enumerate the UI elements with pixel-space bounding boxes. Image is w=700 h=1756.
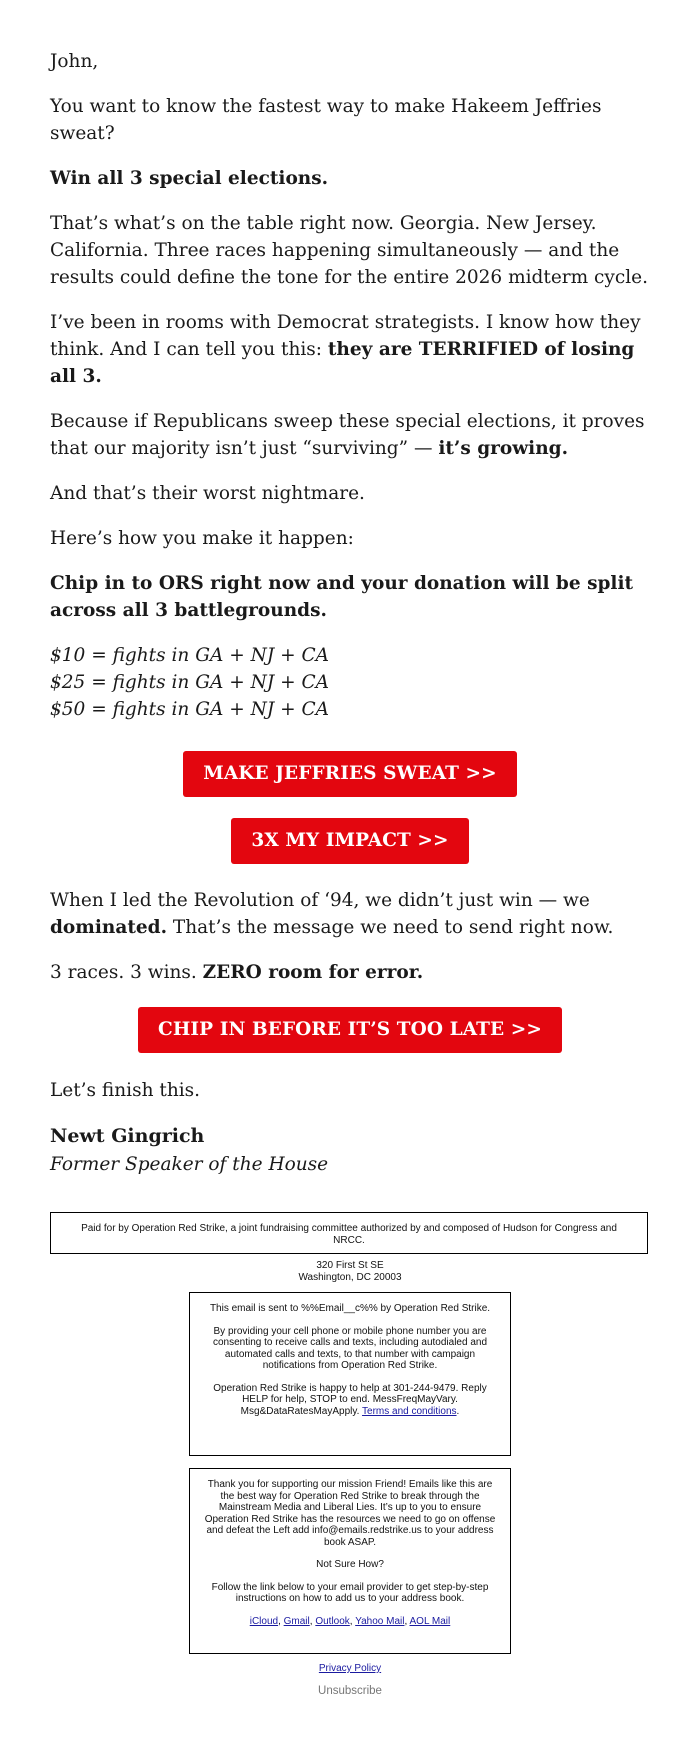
win-all-headline: Win all 3 special elections. [50,168,329,189]
sweep-emphasis: it’s growing. [438,438,569,459]
address-line: 320 First St SE [316,1260,384,1271]
separator: , [309,1615,316,1627]
races-text: 3 races. 3 wins. [50,962,203,983]
privacy-policy-link[interactable]: Privacy Policy [318,1663,382,1674]
revolution-text: When I led the Revolution of ‘94, we didn’t just win — we [50,890,590,911]
races-paragraph [50,959,650,986]
chip-in-headline: Chip in to ORS right now and your donation will be split across all 3 battlegrounds. [50,573,634,621]
help-text-body: Operation Red Strike is happy to help at 301-244-9479. Reply HELP for help, STOP to end. MessFreqMayVary. Msg&DataRatesMayApply. [213,1382,487,1417]
gmail-link[interactable]: Gmail [283,1615,310,1627]
amount-line: $25 = fights in GA + NJ + CA [50,672,329,693]
revolution-text-end: That’s the message we need to send right now. [167,917,614,938]
cta-row [50,818,650,864]
terms-link[interactable]: Terms and conditions [362,1405,457,1417]
paid-for-text: Paid for by Operation Red Strike, a joint fundraising committee authorized by and composed of Hudson for Congress and NRCC. [81,1223,617,1246]
table-paragraph: That’s what’s on the table right now. Georgia. New Jersey. California. Three races happening simultaneously — and the results could define the tone for the entire 2026 midterm cycle. [50,213,648,288]
consent-text: By providing your cell phone or mobile phone number you are consenting to receive calls and texts, including autodialed and automated calls and texts, to that number with campaign notifications from Operation Red Strike. [212,1325,488,1371]
revolution-emphasis: dominated. [50,917,168,938]
hook-paragraph: You want to know the fastest way to make Hakeem Jeffries sweat? [50,96,602,144]
aol-mail-link[interactable]: AOL Mail [409,1615,451,1627]
mailing-address [0,1260,700,1283]
separator: , [278,1615,284,1627]
provider-links [204,1616,496,1628]
chip-in-before-late-button[interactable]: CHIP IN BEFORE IT’S TOO LATE >> [138,1007,562,1053]
help-text [204,1383,496,1418]
address-book-box [189,1468,511,1654]
privacy-row [0,1663,700,1675]
cta-row [50,751,650,797]
nightmare-paragraph: And that’s their worst nightmare. [50,483,365,504]
sweep-text: Because if Republicans sweep these special elections, it proves that our majority isn’t just “surviving” — [50,411,645,459]
sms-consent-box [189,1292,511,1456]
email-body [50,48,650,1178]
signature-title: Former Speaker of the House [50,1154,329,1175]
yahoo-mail-link[interactable]: Yahoo Mail [355,1615,405,1627]
signature-name: Newt Gingrich [50,1125,205,1147]
follow-text: Follow the link below to your email provider to get step-by-step instructions on how to add us to your address book. [211,1581,489,1604]
sent-to-text: This email is sent to %%Email__c%% by Operation Red Strike. [209,1303,491,1314]
finish-paragraph: Let’s finish this. [50,1080,201,1101]
donation-amounts [50,642,650,723]
revolution-paragraph [50,887,650,941]
rooms-paragraph [50,309,650,390]
rooms-emphasis: they are TERRIFIED of losing all 3. [50,339,635,387]
triple-impact-button[interactable]: 3X MY IMPACT >> [231,818,468,864]
unsubscribe-link[interactable]: Unsubscribe [318,1685,382,1697]
make-jeffries-sweat-button[interactable]: MAKE JEFFRIES SWEAT >> [183,751,517,797]
how-paragraph: Here’s how you make it happen: [50,528,354,549]
outlook-link[interactable]: Outlook [315,1615,350,1627]
separator: , [404,1615,410,1627]
paid-for-disclaimer [50,1212,648,1254]
races-emphasis: ZERO room for error. [202,962,424,983]
rooms-text: I’ve been in rooms with Democrat strategists. I know how they think. And I can tell you this: [50,312,641,360]
icloud-link[interactable]: iCloud [249,1615,279,1627]
separator: , [349,1615,356,1627]
greeting: John, [50,51,99,72]
amount-line: $50 = fights in GA + NJ + CA [50,699,329,720]
sweep-paragraph [50,408,650,462]
amount-line: $10 = fights in GA + NJ + CA [50,645,329,666]
cta-row [50,1007,650,1053]
address-line: Washington, DC 20003 [298,1271,402,1283]
period: . [456,1405,460,1417]
not-sure-text: Not Sure How? [316,1559,384,1570]
thanks-text: Thank you for supporting our mission Friend! Emails like this are the best way for Operation Red Strike to break through the Mainstream Media and Liberal Lies. It’s up to you to ensure Operation Red Strike has the resources we need to go on offense and defeat the Left add info@emails.redstrike.us to your address book ASAP. [204,1479,496,1548]
